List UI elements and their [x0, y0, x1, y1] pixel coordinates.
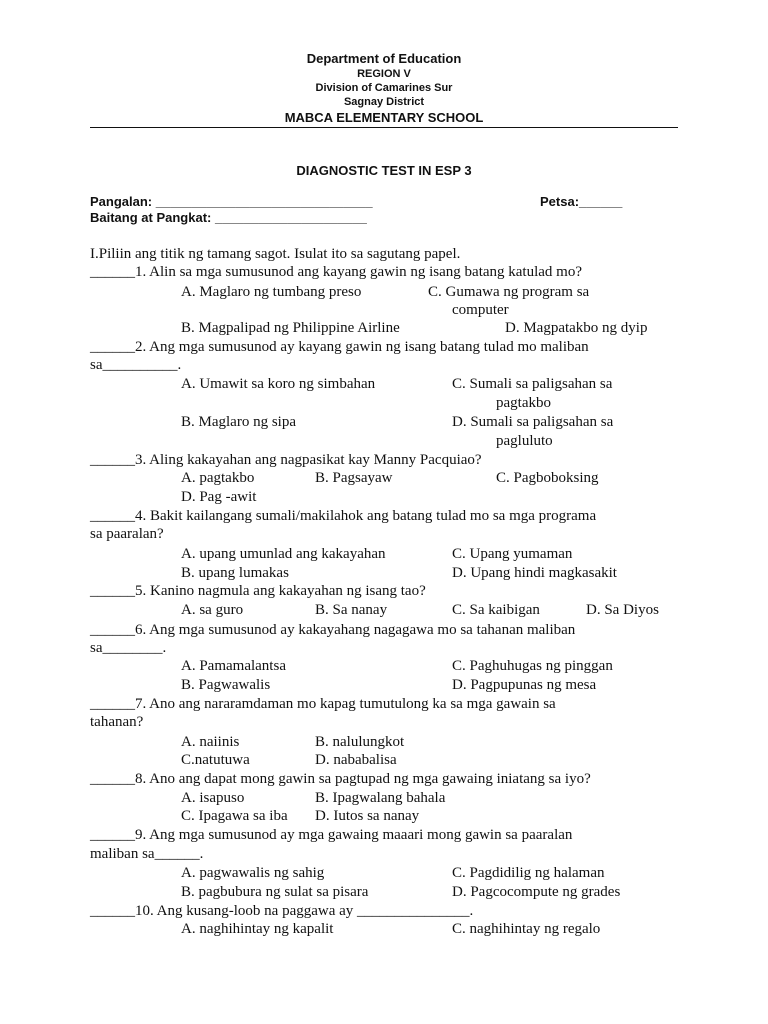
- option-b[interactable]: B. nalulungkot: [315, 734, 405, 750]
- question-line-continued: sa__________.: [90, 357, 182, 373]
- question-line: ______10. Ang kusang-loob na paggawa ay _______________.: [90, 903, 474, 919]
- option-d[interactable]: D. Sumali sa paligsahan sa: [452, 414, 614, 430]
- question-line: ______5. Kanino nagmula ang kakayahan ng isang tao?: [90, 583, 426, 599]
- header-divider: [90, 127, 678, 128]
- division-label: Division of Camarines Sur: [315, 82, 453, 94]
- question-line-continued: tahanan?: [90, 714, 144, 730]
- option-a[interactable]: A. Umawit sa koro ng simbahan: [181, 376, 376, 392]
- option-c[interactable]: C. Sumali sa paligsahan sa: [452, 376, 613, 392]
- question-line: ______2. Ang mga sumusunod ay kayang gawin ng isang batang tulad mo maliban: [90, 339, 589, 355]
- name-field[interactable]: Pangalan: ______________________________: [90, 194, 373, 209]
- option-a[interactable]: A. Pamamalantsa: [181, 658, 286, 674]
- school-name: MABCA ELEMENTARY SCHOOL: [284, 110, 484, 125]
- option-c[interactable]: C.natutuwa: [181, 752, 250, 768]
- district-label: Sagnay District: [343, 96, 425, 108]
- option-b[interactable]: B. pagbubura ng sulat sa pisara: [181, 884, 369, 900]
- instruction-text: I.Piliin ang titik ng tamang sagot. Isulat ito sa sagutang papel.: [90, 246, 461, 262]
- option-c-continued: pagtakbo: [496, 395, 551, 411]
- option-c[interactable]: C. Pagdidilig ng halaman: [452, 865, 605, 881]
- option-b[interactable]: B. upang lumakas: [181, 565, 289, 581]
- option-d[interactable]: D. Pagcocompute ng grades: [452, 884, 621, 900]
- question-line-continued: maliban sa______.: [90, 846, 204, 862]
- option-c[interactable]: C. Pagboboksing: [496, 470, 599, 486]
- option-c[interactable]: C. Upang yumaman: [452, 546, 573, 562]
- option-b[interactable]: B. Pagsayaw: [315, 470, 393, 486]
- option-d[interactable]: D. nababalisa: [315, 752, 397, 768]
- question-line: ______1. Alin sa mga sumusunod ang kayang gawin ng isang batang katulad mo?: [90, 264, 583, 280]
- option-b[interactable]: B. Pagwawalis: [181, 677, 271, 693]
- question-line: ______3. Aling kakayahan ang nagpasikat kay Manny Pacquiao?: [90, 452, 482, 468]
- grade-section-field[interactable]: Baitang at Pangkat: _____________________: [90, 210, 367, 225]
- option-a[interactable]: A. Maglaro ng tumbang preso: [181, 284, 362, 300]
- option-d[interactable]: D. Upang hindi magkasakit: [452, 565, 617, 581]
- option-d[interactable]: D. Magpatakbo ng dyip: [505, 320, 648, 336]
- question-line: ______6. Ang mga sumusunod ay kakayahang nagagawa mo sa tahanan maliban: [90, 622, 576, 638]
- option-a[interactable]: A. pagtakbo: [181, 470, 255, 486]
- question-line-continued: sa________.: [90, 640, 167, 656]
- option-c-continued: computer: [452, 302, 509, 318]
- option-a[interactable]: A. isapuso: [181, 790, 245, 806]
- option-c[interactable]: C. naghihintay ng regalo: [452, 921, 601, 937]
- option-a[interactable]: A. naghihintay ng kapalit: [181, 921, 334, 937]
- option-d[interactable]: D. Sa Diyos: [586, 602, 659, 618]
- question-line: ______8. Ano ang dapat mong gawin sa pagtupad ng mga gawaing iniatang sa iyo?: [90, 771, 591, 787]
- department-name: Department of Education: [306, 51, 462, 66]
- option-c[interactable]: C. Sa kaibigan: [452, 602, 540, 618]
- option-a[interactable]: A. pagwawalis ng sahig: [181, 865, 325, 881]
- option-a[interactable]: A. upang umunlad ang kakayahan: [181, 546, 386, 562]
- question-line: ______4. Bakit kailangang sumali/makilahok ang batang tulad mo sa mga programa: [90, 508, 597, 524]
- option-c[interactable]: C. Gumawa ng program sa: [428, 284, 590, 300]
- option-d[interactable]: D. Iutos sa nanay: [315, 808, 420, 824]
- option-b[interactable]: B. Ipagwalang bahala: [315, 790, 446, 806]
- option-c[interactable]: C. Ipagawa sa iba: [181, 808, 288, 824]
- question-line: ______9. Ang mga sumusunod ay mga gawaing maaari mong gawin sa paaralan: [90, 827, 573, 843]
- option-b[interactable]: B. Maglaro ng sipa: [181, 414, 296, 430]
- option-d[interactable]: D. Pag -awit: [181, 489, 257, 505]
- question-line-continued: sa paaralan?: [90, 526, 164, 542]
- option-a[interactable]: A. naiinis: [181, 734, 240, 750]
- option-a[interactable]: A. sa guro: [181, 602, 244, 618]
- region-label: REGION V: [357, 68, 411, 80]
- option-d[interactable]: D. Pagpupunas ng mesa: [452, 677, 597, 693]
- date-field[interactable]: Petsa:______: [540, 194, 623, 209]
- option-b[interactable]: B. Magpalipad ng Philippine Airline: [181, 320, 400, 336]
- test-title: DIAGNOSTIC TEST IN ESP 3: [296, 163, 472, 178]
- option-c[interactable]: C. Paghuhugas ng pinggan: [452, 658, 613, 674]
- question-line: ______7. Ano ang nararamdaman mo kapag tumutulong ka sa mga gawain sa: [90, 696, 556, 712]
- option-d-continued: pagluluto: [496, 433, 553, 449]
- option-b[interactable]: B. Sa nanay: [315, 602, 388, 618]
